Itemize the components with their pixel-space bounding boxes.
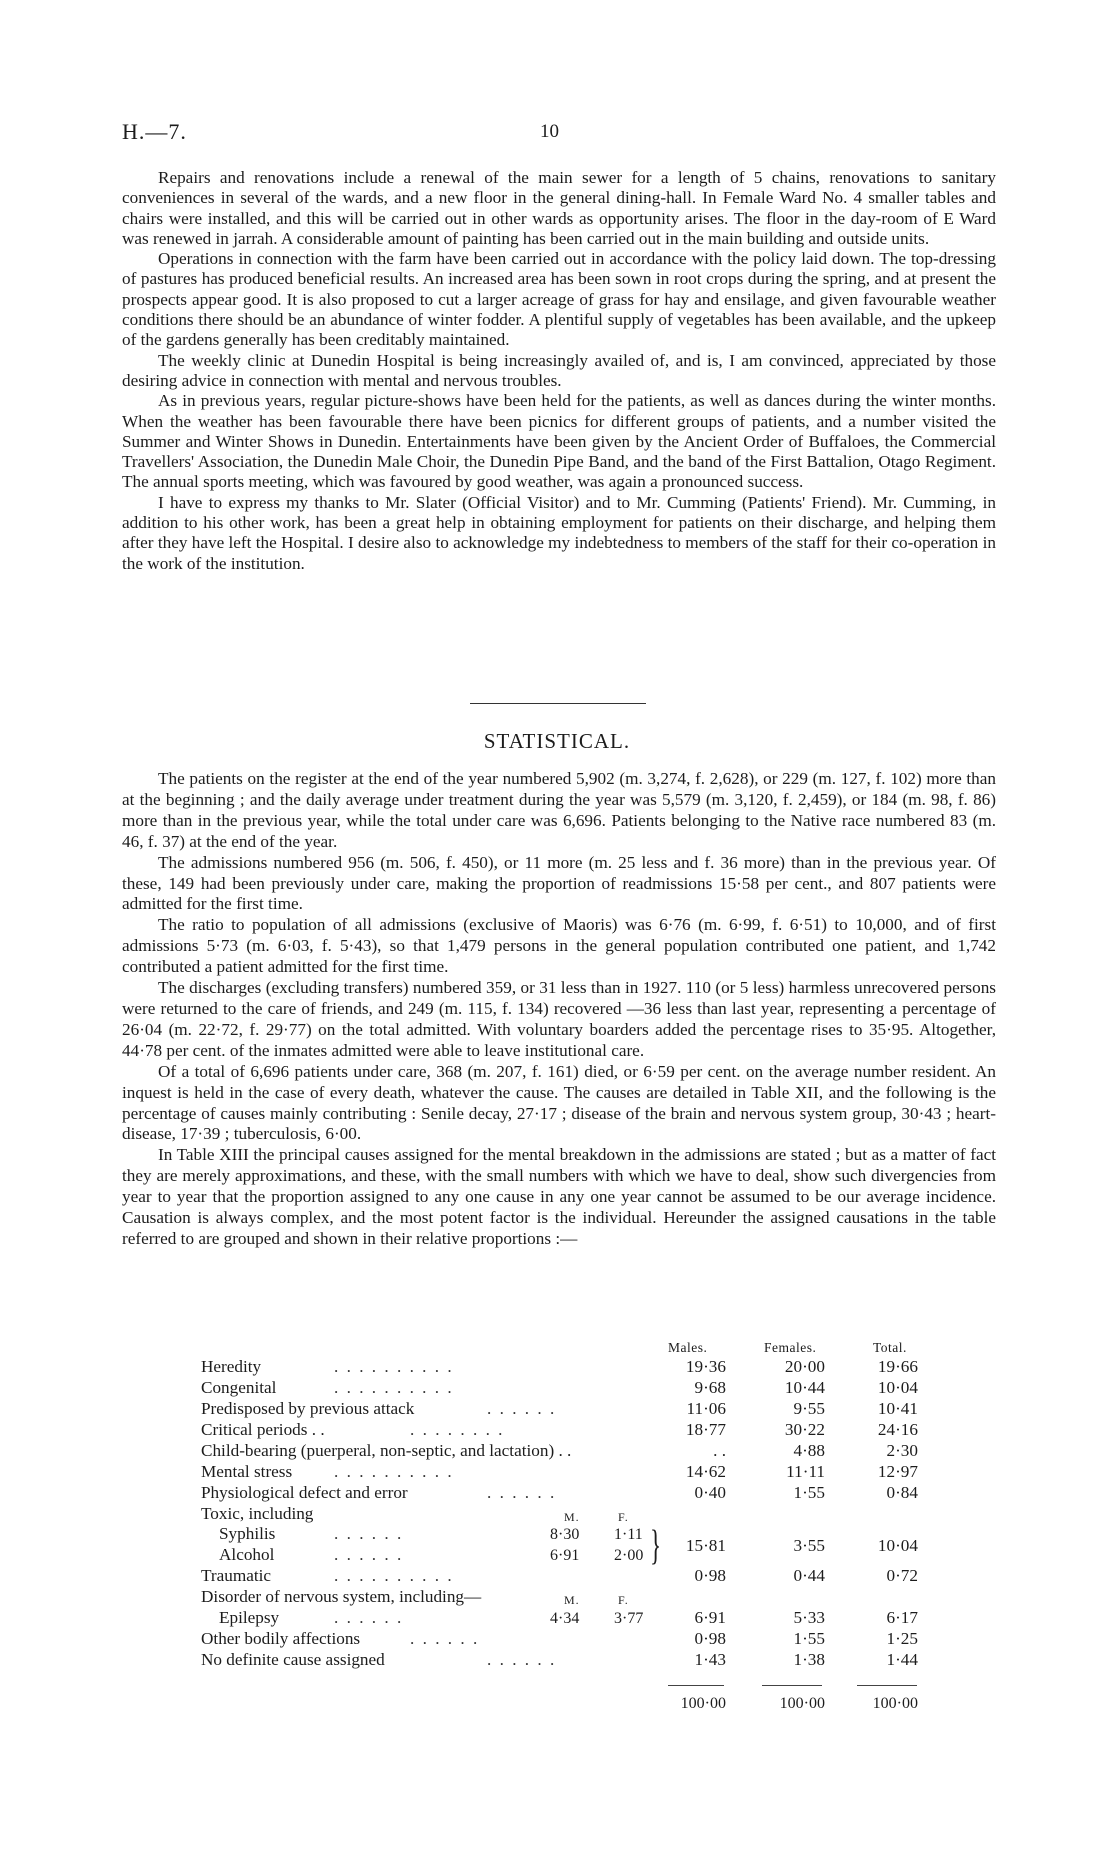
row-label-heredity: Heredity xyxy=(201,1357,262,1376)
total-total: 100·00 xyxy=(872,1695,918,1712)
leader-dots: . . . . . . . . . . xyxy=(334,1566,454,1585)
paragraph-repairs: Repairs and renovations include a renewal of the main sewer for a length of 5 chains, renovations to sanitary conveniences in several of the wards, and a new floor in the general dining-hall. In Female Ward No. 4 smaller tables and chairs were installed, and this will be carried out in other wards as opportunity arises. The floor in the day-room of E Ward was renewed in jarrah. A considerable amount of painting has been carried out in the main building and outside units. xyxy=(122,168,996,248)
toxic-group-females: 3·55 xyxy=(793,1536,825,1555)
paragraph-thanks: I have to express my thanks to Mr. Slater (Official Visitor) and to Mr. Cumming (Patients' Friend). Mr. Cumming, in addition to his other work, has been a great help in obtaining employment for patients on their discharge, and helping them after they have left the Hospital. I desire also to acknowledge my indebtedness to members of the staff for their co-operation in the work of the institution. xyxy=(122,492,996,573)
cell-females: 10·44 xyxy=(784,1378,825,1397)
paragraph-clinic: The weekly clinic at Dunedin Hospital is being increasingly availed of, and is, I am convinced, appreciated by those desiring advice in connection with mental and nervous troubles. xyxy=(122,350,996,390)
paragraph-register: The patients on the register at the end of the year numbered 5,902 (m. 3,274, f. 2,628), or 229 (m. 127, f. 102) more than at the beginning ; and the daily average under treatment during the year was 5,579 (m. 3,120, f. 2,459), or 184 (m. 98, f. 86) more than in the previous year, while the total under care was 6,696. Patients belonging to the Native race numbered 83 (m. 46, f. 37) at the end of the year. xyxy=(122,769,996,851)
cell-total: 24·16 xyxy=(877,1420,918,1439)
leader-dots: . . . . . . . . . . xyxy=(334,1378,454,1397)
row-label-child-bearing: Child-bearing (puerperal, non-septic, and lactation) . . xyxy=(201,1441,572,1460)
sub-header-f: F. xyxy=(618,1593,629,1607)
cell-total: 19·66 xyxy=(877,1357,918,1376)
row-label-mental-stress: Mental stress xyxy=(201,1462,293,1481)
row-label-predisposed: Predisposed by previous attack xyxy=(201,1399,415,1418)
row-label-alcohol: Alcohol xyxy=(219,1545,275,1564)
cell-total: 10·04 xyxy=(877,1378,918,1397)
row-label-syphilis: Syphilis xyxy=(219,1524,276,1543)
leader-dots: . . . . . . xyxy=(334,1524,404,1543)
leader-dots: . . . . . . . . . . xyxy=(334,1462,454,1481)
leader-dots: . . . . . . . . . . xyxy=(334,1357,454,1376)
paragraph-farm: Operations in connection with the farm have been carried out in accordance with the policy laid down. The top-dressing of pastures has produced beneficial results. An increased area has been sown in root crops during the spring, and at present the prospects appear good. It is also proposed to cut a larger acreage of grass for hay and ensilage, and given favourable weather conditions there should be an abundance of winter fodder. A plentiful supply of vegetables has been available, and the upkeep of the gardens generally has been creditably maintained. xyxy=(122,249,996,350)
paragraph-admissions: The admissions numbered 956 (m. 506, f. 450), or 11 more (m. 25 less and f. 36 more) than in the previous year. Of these, 149 had been previously under care, making the proportion of readmissions 15·58 per cent., and 807 patients were admitted for the first time. xyxy=(122,852,996,914)
document-id: H.—7. xyxy=(122,119,187,144)
row-label-nervous-disorder: Disorder of nervous system, including— xyxy=(201,1587,482,1606)
leader-dots: . . . . . . xyxy=(334,1545,404,1564)
toxic-group-total: 10·04 xyxy=(877,1536,918,1555)
sub-cell-m: 4·34 xyxy=(550,1610,580,1627)
cell-females: 9·55 xyxy=(793,1399,825,1418)
row-label-congenital: Congenital xyxy=(201,1378,277,1397)
cell-total: 12·97 xyxy=(877,1462,918,1481)
cell-males: 0·98 xyxy=(694,1566,726,1585)
row-label-epilepsy: Epilepsy xyxy=(219,1608,280,1627)
cell-total: 1·44 xyxy=(886,1650,918,1669)
cell-females: 11·11 xyxy=(786,1462,825,1481)
row-label-traumatic: Traumatic xyxy=(201,1566,272,1585)
row-label-other-bodily: Other bodily affections xyxy=(201,1629,361,1648)
column-header-females: Females. xyxy=(764,1340,817,1355)
cell-males: 1·43 xyxy=(694,1650,726,1669)
sub-cell-m: 8·30 xyxy=(550,1526,580,1543)
toxic-group-males: 15·81 xyxy=(685,1536,726,1555)
total-females: 100·00 xyxy=(779,1695,825,1712)
paragraph-entertainment: As in previous years, regular picture-shows have been held for the patients, as well as dances during the winter months. When the weather has been favourable there have been picnics for different groups of patients, and a number visited the Summer and Winter Shows in Dunedin. Entertainments have been given by the Ancient Order of Buffaloes, the Commercial Travellers' Association, the Dunedin Male Choir, the Dunedin Pipe Band, and the band of the First Battalion, Otago Regiment. The annual sports meeting, which was favoured by good weather, was again a pronounced success. xyxy=(122,391,996,492)
leader-dots: . . . . . . xyxy=(334,1608,404,1627)
column-header-total: Total. xyxy=(873,1340,907,1355)
cell-males: 0·40 xyxy=(694,1483,726,1502)
row-label-critical-periods: Critical periods . . xyxy=(201,1420,325,1439)
cell-total: 2·30 xyxy=(886,1441,918,1460)
section-divider xyxy=(470,703,646,704)
cell-females: 1·55 xyxy=(793,1483,825,1502)
cell-males: 11·06 xyxy=(686,1399,726,1418)
cell-males: . . xyxy=(713,1441,726,1460)
total-rule xyxy=(668,1685,724,1686)
sub-cell-m: 6·91 xyxy=(550,1547,580,1564)
statistical-section xyxy=(122,769,996,1250)
sub-header-m: M. xyxy=(564,1593,580,1607)
cell-females: 1·38 xyxy=(793,1650,825,1669)
cell-females: 4·88 xyxy=(793,1441,825,1460)
cell-males: 18·77 xyxy=(685,1420,726,1439)
cell-females: 30·22 xyxy=(784,1420,825,1439)
cell-males: 9·68 xyxy=(694,1378,726,1397)
cell-females: 20·00 xyxy=(784,1357,825,1376)
row-label-no-cause: No definite cause assigned xyxy=(201,1650,385,1669)
leader-dots: . . . . . . xyxy=(487,1483,557,1502)
row-label-toxic: Toxic, including xyxy=(201,1504,314,1523)
leader-dots: . . . . . . xyxy=(487,1399,557,1418)
cell-total: 1·25 xyxy=(886,1629,918,1648)
column-header-males: Males. xyxy=(668,1340,708,1355)
cell-females: 5·33 xyxy=(793,1608,825,1627)
cell-males: 0·98 xyxy=(694,1629,726,1648)
section-title: STATISTICAL. xyxy=(483,729,631,753)
sub-header-f: F. xyxy=(618,1510,629,1524)
paragraph-deaths: Of a total of 6,696 patients under care, 368 (m. 207, f. 161) died, or 6·59 per cent. on the average number resident. An inquest is held in the case of every death, whatever the cause. The causes are detailed in Table XII, and the following is the percentage of causes mainly contributing : Senile decay, 27·17 ; disease of the brain and nervous system group, 30·43 ; heart-disease, 17·39 ; tuberculosis, 6·00. xyxy=(122,1061,996,1144)
paragraph-ratio: The ratio to population of all admissions (exclusive of Maoris) was 6·76 (m. 6·99, f. 6·51) to 10,000, and of first admissions 5·73 (m. 6·03, f. 5·43), so that 1,479 persons in the general population contributed one patient, and 1,742 contributed a patient admitted for the first time. xyxy=(122,915,996,977)
paragraph-discharges: The discharges (excluding transfers) numbered 359, or 31 less than in 1927. 110 (or 5 less) harmless unrecovered persons were returned to the care of friends, and 249 (m. 115, f. 134) recovered —36 less than last year, representing a percentage of 26·04 (m. 22·72, f. 29·77) on the total admitted. With voluntary boarders added the percentage rises to 35·95. Altogether, 44·78 per cent. of the inmates admitted were able to leave institutional care. xyxy=(122,978,996,1060)
intro-section xyxy=(122,168,996,574)
cell-total: 6·17 xyxy=(886,1608,918,1627)
row-label-physiological: Physiological defect and error xyxy=(201,1483,408,1502)
sub-header-m: M. xyxy=(564,1510,580,1524)
cell-males: 14·62 xyxy=(685,1462,726,1481)
cell-total: 0·84 xyxy=(886,1483,918,1502)
total-rule xyxy=(857,1685,917,1686)
cell-total: 10·41 xyxy=(877,1399,918,1418)
cell-females: 1·55 xyxy=(793,1629,825,1648)
total-males: 100·00 xyxy=(680,1695,726,1712)
leader-dots: . . . . . . . . xyxy=(410,1420,505,1439)
sub-cell-f: 2·00 xyxy=(614,1547,644,1564)
leader-dots: . . . . . . xyxy=(410,1629,480,1648)
cell-females: 0·44 xyxy=(793,1566,825,1585)
sub-cell-f: 1·11 xyxy=(614,1526,643,1543)
paragraph-causes: In Table XIII the principal causes assigned for the mental breakdown in the admissions are stated ; but as a matter of fact they are merely approximations, and these, with the small numbers with which we have to deal, show such divergencies from year to year that the proportion assigned to any one cause in any one year cannot be assumed to be our average incidence. Causation is always complex, and the most potent factor is the individual. Hereunder the assigned causations in the table referred to are grouped and shown in their relative proportions :— xyxy=(122,1145,996,1248)
page-number: 10 xyxy=(540,121,559,142)
toxic-brace: } xyxy=(650,1523,662,1569)
leader-dots: . . . . . . xyxy=(487,1650,557,1669)
sub-cell-f: 3·77 xyxy=(614,1610,644,1627)
cell-total: 0·72 xyxy=(886,1566,918,1585)
cell-males: 19·36 xyxy=(685,1357,726,1376)
cell-males: 6·91 xyxy=(694,1608,726,1627)
total-rule xyxy=(762,1685,822,1686)
